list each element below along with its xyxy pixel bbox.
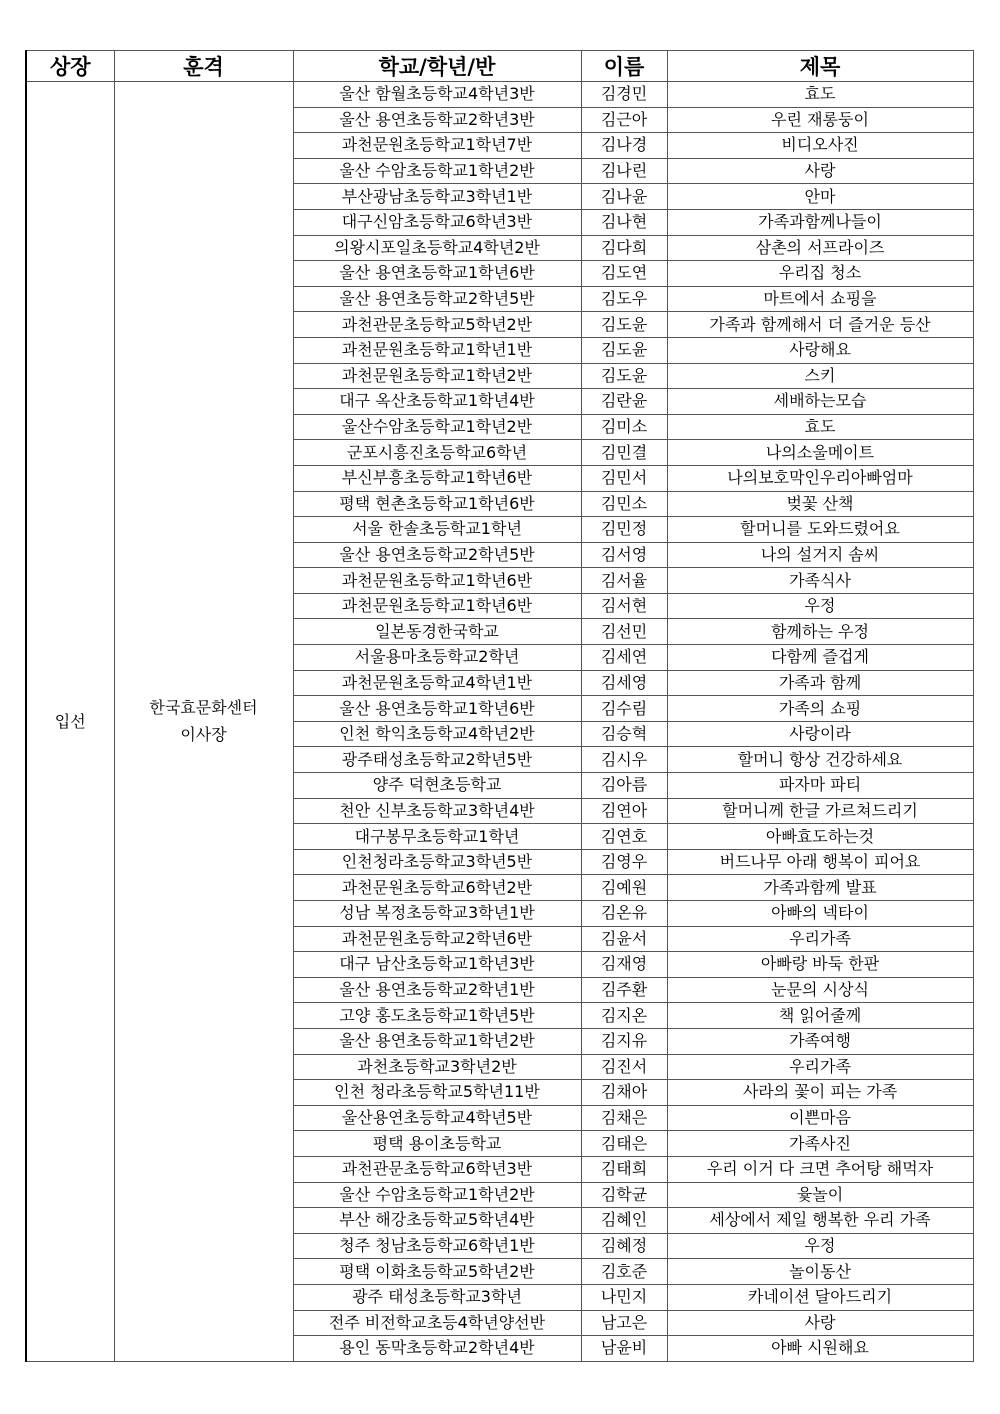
header-row	[26, 51, 973, 82]
title-cell: 윷놀이	[667, 1182, 973, 1208]
title-cell: 가족사진	[667, 1131, 973, 1157]
title-cell: 안마	[667, 184, 973, 210]
name-cell: 김나윤	[581, 184, 667, 210]
title-cell: 다함께 즐겁게	[667, 645, 973, 671]
school-cell: 평택 현촌초등학교1학년6반	[293, 491, 581, 517]
name-cell: 김민서	[581, 465, 667, 491]
name-cell: 김지온	[581, 1003, 667, 1029]
school-cell: 과천문원초등학교1학년6반	[293, 568, 581, 594]
school-cell: 용인 동막초등학교2학년4반	[293, 1336, 581, 1362]
name-cell: 김연호	[581, 824, 667, 850]
name-cell: 김주환	[581, 977, 667, 1003]
school-cell: 평택 이화초등학교5학년2반	[293, 1259, 581, 1285]
name-cell: 김선민	[581, 619, 667, 645]
name-cell: 김다희	[581, 235, 667, 261]
header-name: 이름	[581, 51, 667, 82]
school-cell: 울산 용연초등학교1학년2반	[293, 1028, 581, 1054]
name-cell: 김민소	[581, 491, 667, 517]
school-cell: 과천초등학교3학년2반	[293, 1054, 581, 1080]
title-cell: 우리가족	[667, 1054, 973, 1080]
title-cell: 나의보호막인우리아빠엄마	[667, 465, 973, 491]
title-cell: 사랑	[667, 1310, 973, 1336]
school-cell: 울산 용연초등학교1학년6반	[293, 261, 581, 287]
award-cell: 입선	[26, 82, 114, 1362]
school-cell: 전주 비전학교초등4학년양선반	[293, 1310, 581, 1336]
title-cell: 효도	[667, 414, 973, 440]
name-cell: 김도윤	[581, 363, 667, 389]
school-cell: 과천문원초등학교1학년2반	[293, 363, 581, 389]
name-cell: 김나현	[581, 209, 667, 235]
school-cell: 울산용연초등학교4학년5반	[293, 1105, 581, 1131]
school-cell: 평택 용이초등학교	[293, 1131, 581, 1157]
title-cell: 가족과 함께	[667, 670, 973, 696]
name-cell: 김도윤	[581, 312, 667, 338]
honor-line-1: 한국효문화센터	[149, 698, 258, 718]
school-cell: 과천문원초등학교1학년1반	[293, 337, 581, 363]
title-cell: 비디오사진	[667, 133, 973, 159]
name-cell: 남고은	[581, 1310, 667, 1336]
name-cell: 김승혁	[581, 721, 667, 747]
school-cell: 울산 용연초등학교2학년3반	[293, 107, 581, 133]
name-cell: 김나경	[581, 133, 667, 159]
name-cell: 김온유	[581, 901, 667, 927]
name-cell: 김민결	[581, 440, 667, 466]
name-cell: 남윤비	[581, 1336, 667, 1362]
title-cell: 이쁜마음	[667, 1105, 973, 1131]
name-cell: 김윤서	[581, 926, 667, 952]
name-cell: 김연아	[581, 798, 667, 824]
name-cell: 김민정	[581, 517, 667, 543]
school-cell: 울산수암초등학교1학년2반	[293, 414, 581, 440]
name-cell: 김아름	[581, 773, 667, 799]
title-cell: 사랑이라	[667, 721, 973, 747]
title-cell: 놀이동산	[667, 1259, 973, 1285]
school-cell: 부산광남초등학교3학년1반	[293, 184, 581, 210]
school-cell: 울산 수암초등학교1학년2반	[293, 1182, 581, 1208]
table-row	[26, 82, 973, 108]
school-cell: 과천문원초등학교1학년7반	[293, 133, 581, 159]
title-cell: 벚꽃 산책	[667, 491, 973, 517]
title-cell: 가족과함께 발표	[667, 875, 973, 901]
title-cell: 삼촌의 서프라이즈	[667, 235, 973, 261]
honor-cell	[114, 82, 293, 1362]
title-cell: 가족식사	[667, 568, 973, 594]
name-cell: 김수림	[581, 696, 667, 722]
name-cell: 김영우	[581, 849, 667, 875]
name-cell: 김예원	[581, 875, 667, 901]
title-cell: 우린 재롱둥이	[667, 107, 973, 133]
school-cell: 의왕시포일초등학교4학년2반	[293, 235, 581, 261]
name-cell: 김세연	[581, 645, 667, 671]
school-cell: 대구 남산초등학교1학년3반	[293, 952, 581, 978]
school-cell: 대구봉무초등학교1학년	[293, 824, 581, 850]
name-cell: 김지유	[581, 1028, 667, 1054]
title-cell: 세상에서 제일 행복한 우리 가족	[667, 1208, 973, 1234]
name-cell: 김시우	[581, 747, 667, 773]
name-cell: 김서영	[581, 542, 667, 568]
school-cell: 울산 함월초등학교4학년3반	[293, 82, 581, 108]
name-cell: 김세영	[581, 670, 667, 696]
title-cell: 나의소울메이트	[667, 440, 973, 466]
title-cell: 세배하는모습	[667, 389, 973, 415]
title-cell: 우리 이거 다 크면 추어탕 해먹자	[667, 1156, 973, 1182]
school-cell: 울산 용연초등학교2학년5반	[293, 286, 581, 312]
honor-line-2: 이사장	[180, 725, 227, 745]
title-cell: 우정	[667, 593, 973, 619]
school-cell: 고양 홍도초등학교1학년5반	[293, 1003, 581, 1029]
name-cell: 김태은	[581, 1131, 667, 1157]
school-cell: 울산 용연초등학교2학년1반	[293, 977, 581, 1003]
title-cell: 가족과함께나들이	[667, 209, 973, 235]
title-cell: 가족여행	[667, 1028, 973, 1054]
school-cell: 과천관문초등학교5학년2반	[293, 312, 581, 338]
school-cell: 인천청라초등학교3학년5반	[293, 849, 581, 875]
name-cell: 김경민	[581, 82, 667, 108]
school-cell: 과천문원초등학교2학년6반	[293, 926, 581, 952]
school-cell: 과천문원초등학교6학년2반	[293, 875, 581, 901]
title-cell: 책 읽어줄께	[667, 1003, 973, 1029]
title-cell: 아빠의 넥타이	[667, 901, 973, 927]
school-cell: 천안 신부초등학교3학년4반	[293, 798, 581, 824]
school-cell: 과천문원초등학교4학년1반	[293, 670, 581, 696]
school-cell: 울산 용연초등학교1학년6반	[293, 696, 581, 722]
title-cell: 가족과 함께해서 더 즐거운 등산	[667, 312, 973, 338]
title-cell: 우리집 청소	[667, 261, 973, 287]
name-cell: 김재영	[581, 952, 667, 978]
title-cell: 할머니께 한글 가르쳐드리기	[667, 798, 973, 824]
school-cell: 광주 태성초등학교3학년	[293, 1284, 581, 1310]
school-cell: 부산 해강초등학교5학년4반	[293, 1208, 581, 1234]
title-cell: 아빠효도하는것	[667, 824, 973, 850]
school-cell: 인천 청라초등학교5학년11반	[293, 1080, 581, 1106]
name-cell: 김근아	[581, 107, 667, 133]
title-cell: 마트에서 쇼핑을	[667, 286, 973, 312]
name-cell: 김진서	[581, 1054, 667, 1080]
school-cell: 울산 수암초등학교1학년2반	[293, 158, 581, 184]
school-cell: 서울 한솔초등학교1학년	[293, 517, 581, 543]
school-cell: 서울용마초등학교2학년	[293, 645, 581, 671]
name-cell: 김학균	[581, 1182, 667, 1208]
title-cell: 효도	[667, 82, 973, 108]
title-cell: 할머니 항상 건강하세요	[667, 747, 973, 773]
title-cell: 아빠 시원해요	[667, 1336, 973, 1362]
name-cell: 김란윤	[581, 389, 667, 415]
name-cell: 나민지	[581, 1284, 667, 1310]
name-cell: 김서율	[581, 568, 667, 594]
school-cell: 과천문원초등학교1학년6반	[293, 593, 581, 619]
school-cell: 부신부흥초등학교1학년6반	[293, 465, 581, 491]
title-cell: 가족의 쇼핑	[667, 696, 973, 722]
title-cell: 버드나무 아래 행복이 피어요	[667, 849, 973, 875]
title-cell: 스키	[667, 363, 973, 389]
name-cell: 김혜인	[581, 1208, 667, 1234]
award-table	[25, 50, 974, 1362]
title-cell: 나의 설거지 솜씨	[667, 542, 973, 568]
school-cell: 과천관문초등학교6학년3반	[293, 1156, 581, 1182]
school-cell: 양주 덕현초등학교	[293, 773, 581, 799]
school-cell: 일본동경한국학교	[293, 619, 581, 645]
name-cell: 김혜정	[581, 1233, 667, 1259]
name-cell: 김채아	[581, 1080, 667, 1106]
school-cell: 인천 학익초등학교4학년2반	[293, 721, 581, 747]
name-cell: 김서현	[581, 593, 667, 619]
school-cell: 청주 청남초등학교6학년1반	[293, 1233, 581, 1259]
school-cell: 울산 용연초등학교2학년5반	[293, 542, 581, 568]
title-cell: 우리가족	[667, 926, 973, 952]
header-school: 학교/학년/반	[293, 51, 581, 82]
name-cell: 김호준	[581, 1259, 667, 1285]
title-cell: 눈문의 시상식	[667, 977, 973, 1003]
name-cell: 김태희	[581, 1156, 667, 1182]
school-cell: 성남 복정초등학교3학년1반	[293, 901, 581, 927]
school-cell: 대구 옥산초등학교1학년4반	[293, 389, 581, 415]
title-cell: 카네이션 달아드리기	[667, 1284, 973, 1310]
name-cell: 김도연	[581, 261, 667, 287]
school-cell: 군포시흥진초등학교6학년	[293, 440, 581, 466]
name-cell: 김나린	[581, 158, 667, 184]
name-cell: 김도윤	[581, 337, 667, 363]
name-cell: 김도우	[581, 286, 667, 312]
name-cell: 김미소	[581, 414, 667, 440]
school-cell: 광주태성초등학교2학년5반	[293, 747, 581, 773]
title-cell: 사랑해요	[667, 337, 973, 363]
title-cell: 사랑	[667, 158, 973, 184]
title-cell: 사라의 꽃이 피는 가족	[667, 1080, 973, 1106]
title-cell: 할머니를 도와드렸어요	[667, 517, 973, 543]
header-honor: 훈격	[114, 51, 293, 82]
title-cell: 아빠랑 바둑 한판	[667, 952, 973, 978]
header-title: 제목	[667, 51, 973, 82]
school-cell: 대구신암초등학교6학년3반	[293, 209, 581, 235]
name-cell: 김채은	[581, 1105, 667, 1131]
title-cell: 파자마 파티	[667, 773, 973, 799]
title-cell: 우정	[667, 1233, 973, 1259]
header-award: 상장	[26, 51, 114, 82]
title-cell: 함께하는 우정	[667, 619, 973, 645]
